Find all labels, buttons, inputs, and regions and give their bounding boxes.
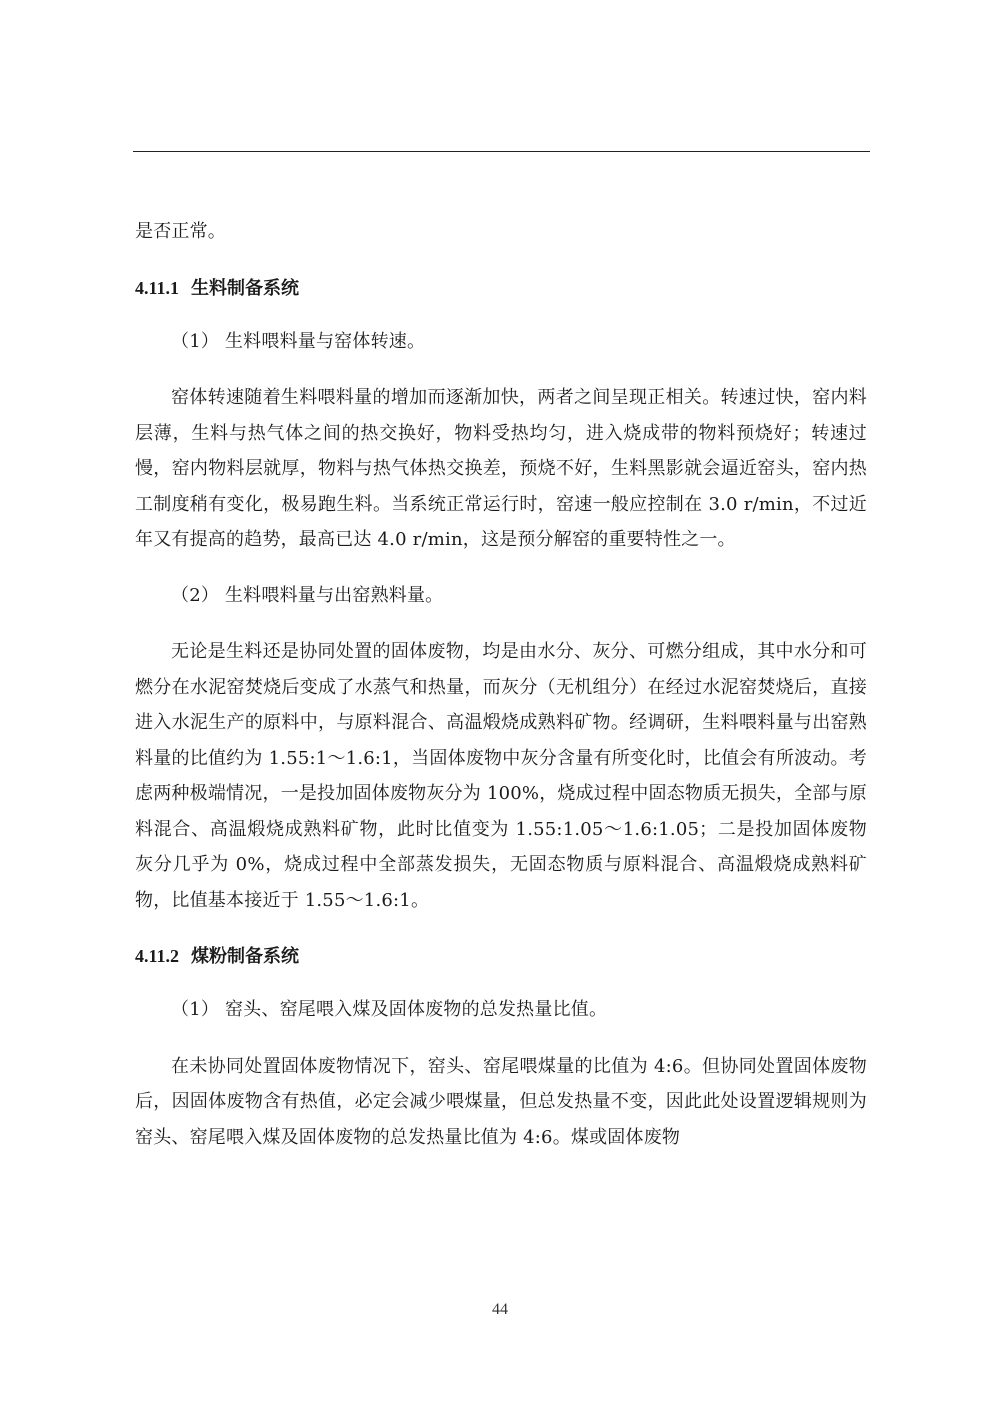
paragraph: 无论是生料还是协同处置的固体废物，均是由水分、灰分、可燃分组成，其中水分和可燃分在水泥窑焚烧后变成了水蒸气和热量，而灰分（无机组分）在经过水泥窑焚烧后，直接进入水泥生产的原料中，与原料混合、高温煅烧成熟料矿物。经调研，生料喂料量与出窑熟料量的比值约为 1.55:1～1.6:1，当固体废物中灰分含量有所变化时，比值会有所波动。考虑两种极端情况，一是投加固体废物灰分为 100%，烧成过程中固态物质无损失，全部与原料混合、高温煅烧成熟料矿物，此时比值变为 1.55:1.05～1.6:1.05；二是投加固体废物灰分几乎为 0%，烧成过程中全部蒸发损失，无固态物质与原料混合、高温煅烧成熟料矿物，比值基本接近于 1.55～1.6:1。	[135, 641, 867, 911]
page-content	[135, 214, 867, 1155]
header-rule	[133, 151, 870, 152]
paragraph: 窑体转速随着生料喂料量的增加而逐渐加快，两者之间呈现正相关。转速过快，窑内料层薄，生料与热气体之间的热交换好，物料受热均匀，进入烧成带的物料预烧好；转速过慢，窑内物料层就厚，物料与热气体热交换差，预烧不好，生料黑影就会逼近窑头，窑内热工制度稍有变化，极易跑生料。当系统正常运行时，窑速一般应控制在 3.0 r/min，不过近年又有提高的趋势，最高已达 4.0 r/min，这是预分解窑的重要特性之一。	[135, 387, 867, 550]
section-heading-4-11-1	[135, 270, 867, 306]
item-heading: （2） 生料喂料量与出窑熟料量。	[171, 584, 444, 606]
page-number: 44	[492, 1301, 508, 1318]
item-heading: （1） 窑头、窑尾喂入煤及固体废物的总发热量比值。	[171, 999, 608, 1020]
continuation-text: 是否正常。	[135, 221, 226, 242]
section-title: 煤粉制备系统	[191, 946, 300, 966]
item-heading: （1） 生料喂料量与窑体转速。	[171, 330, 426, 352]
section-number: 4.11.1	[135, 277, 180, 298]
section-heading-4-11-2	[135, 938, 867, 974]
paragraph: 在未协同处置固体废物情况下，窑头、窑尾喂煤量的比值为 4:6。但协同处置固体废物后，因固体废物含有热值，必定会减少喂煤量，但总发热量不变，因此此处设置逻辑规则为窑头、窑尾喂入煤及固体废物的总发热量比值为 4:6。煤或固体废物	[135, 1055, 867, 1148]
section-number: 4.11.2	[135, 946, 180, 966]
section-title: 生料制备系统	[191, 277, 300, 298]
